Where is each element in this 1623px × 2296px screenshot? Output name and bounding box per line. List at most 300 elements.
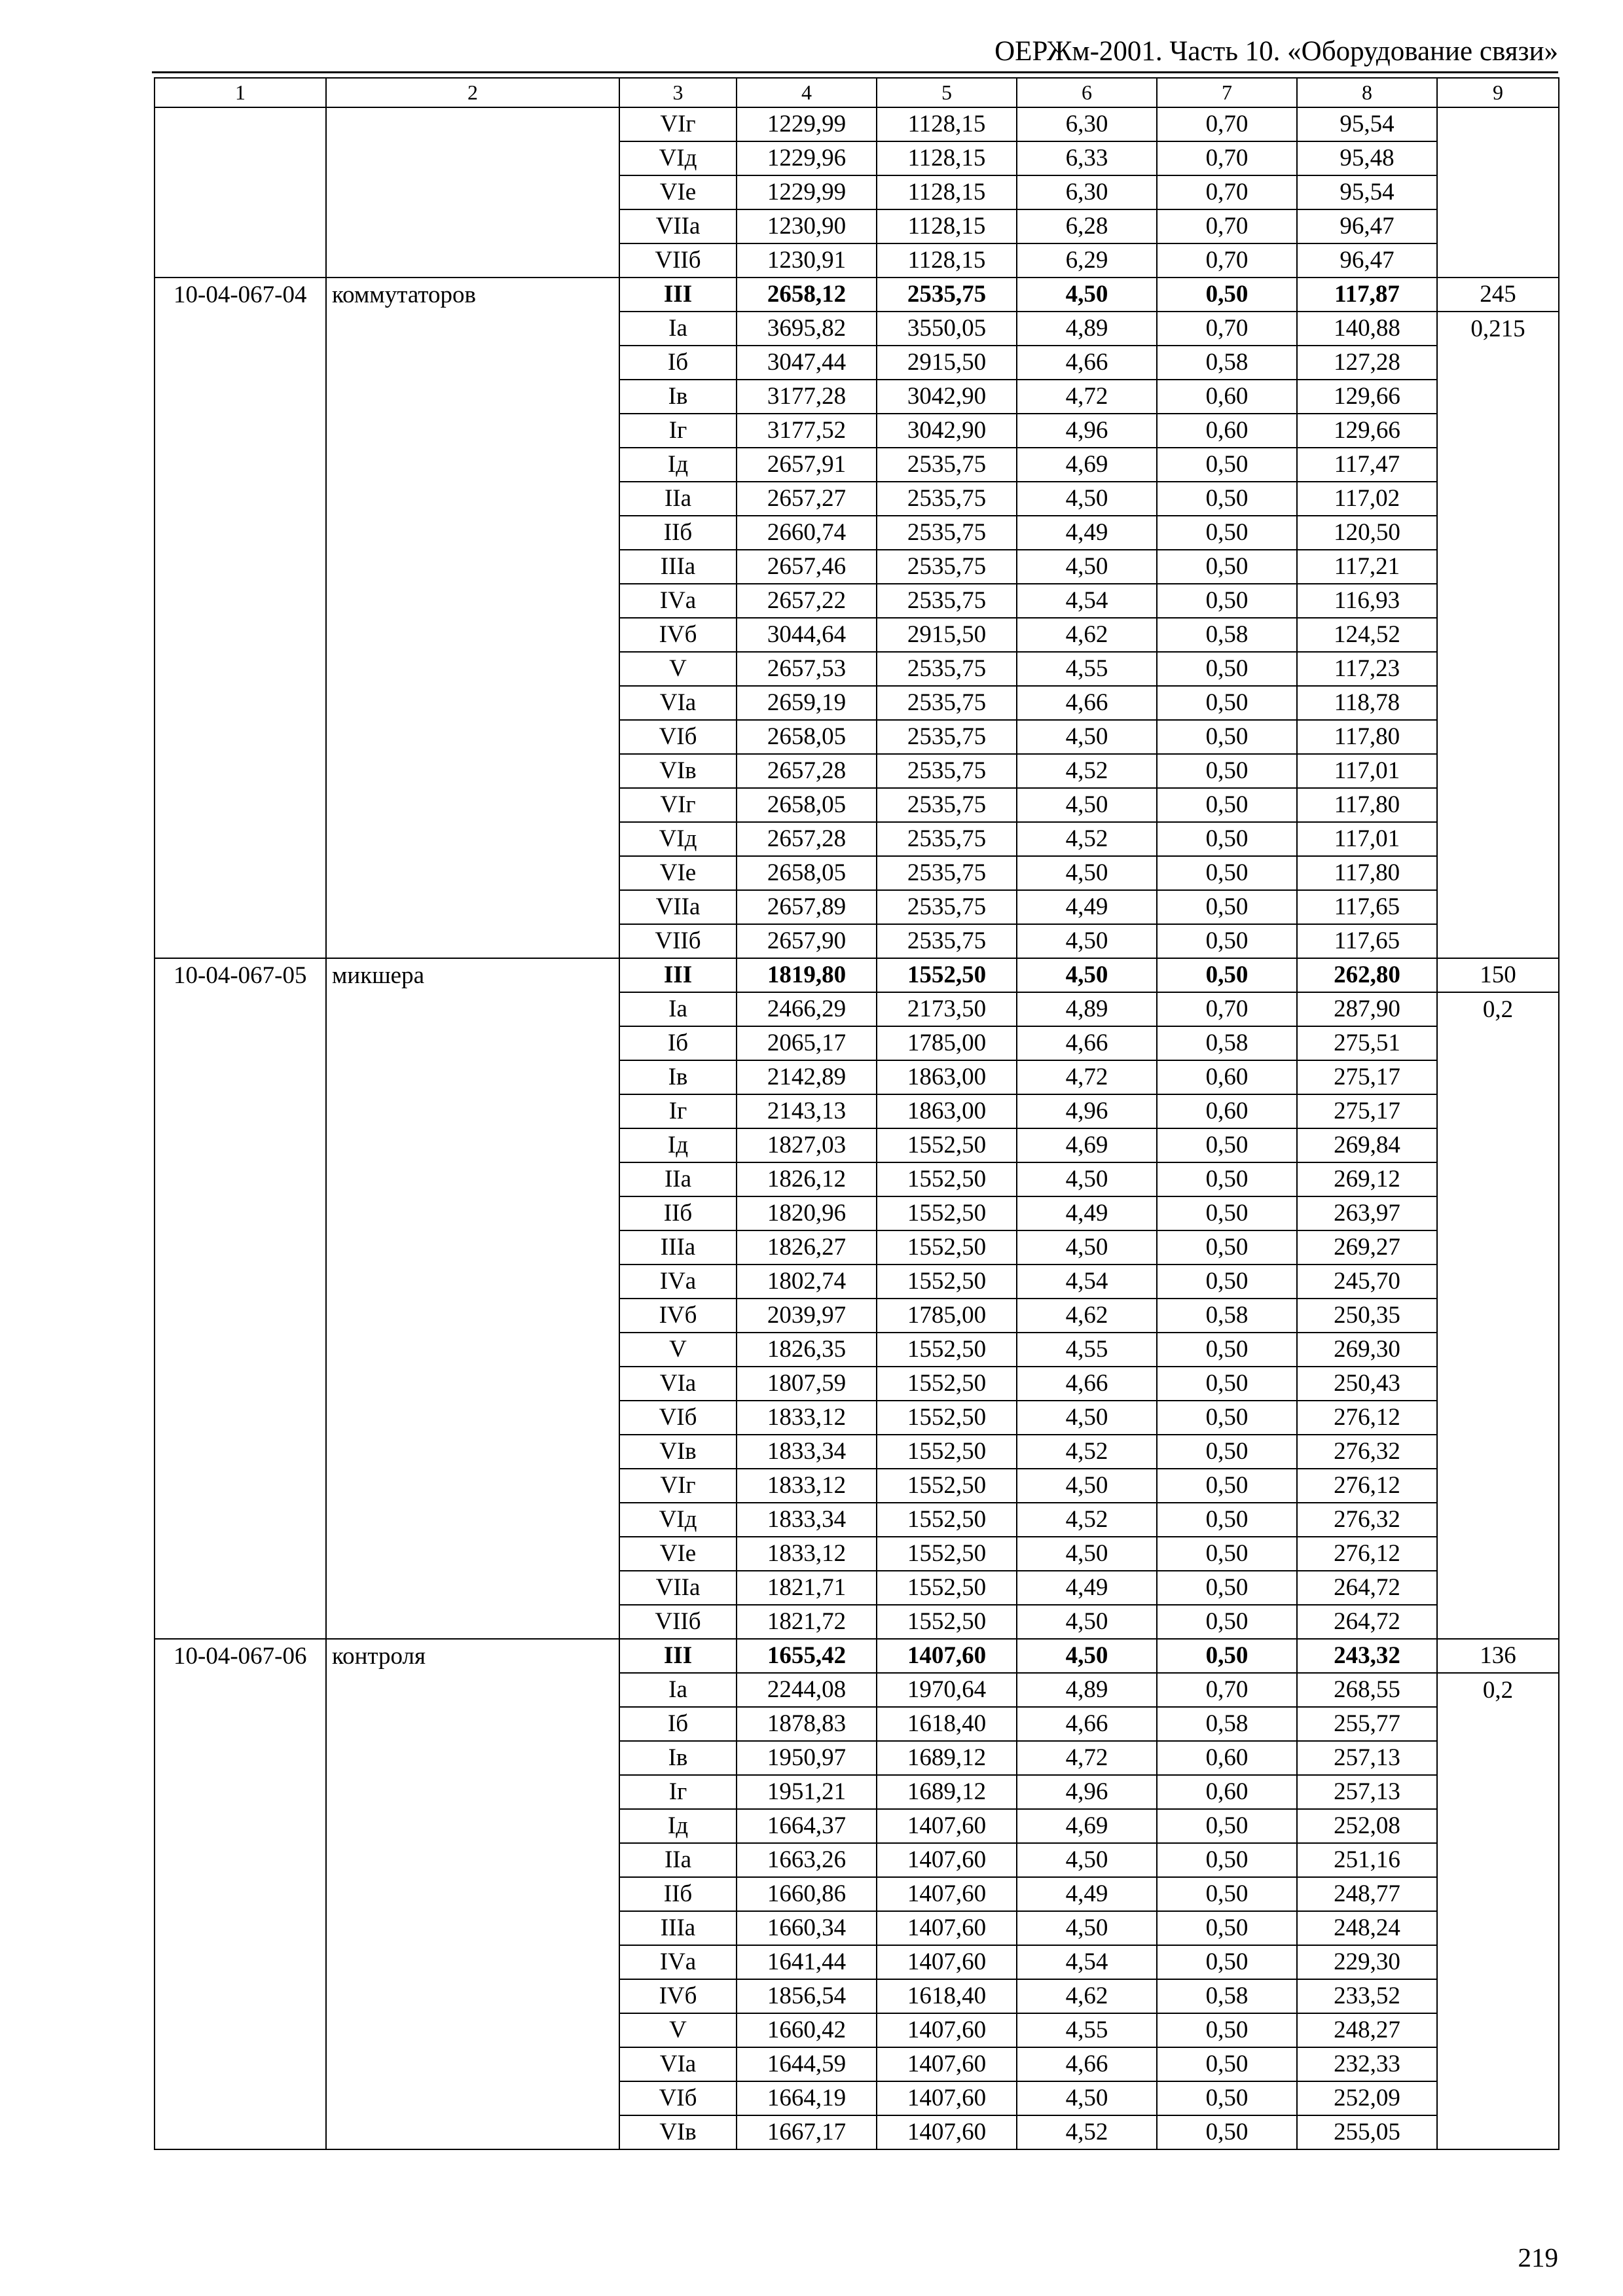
table-cell-col2: коммутаторов xyxy=(326,278,619,312)
table-cell-col2 xyxy=(326,1809,619,1843)
table-cell-col5: 1552,50 xyxy=(877,1605,1017,1639)
table-row xyxy=(155,1707,1559,1741)
table-cell-col1 xyxy=(155,107,326,141)
table-cell-col7: 0,50 xyxy=(1157,1162,1297,1196)
table-cell-col4: 2657,27 xyxy=(737,482,877,516)
table-cell-col9 xyxy=(1437,1741,1559,1775)
table-cell-col8: 287,90 xyxy=(1297,992,1437,1026)
table-row xyxy=(155,414,1559,448)
table-cell-col4: 2657,53 xyxy=(737,652,877,686)
table-cell-col1 xyxy=(155,1571,326,1605)
table-cell-col5: 1552,50 xyxy=(877,1469,1017,1503)
table-cell-col5: 1863,00 xyxy=(877,1060,1017,1094)
table-cell-col5: 1552,50 xyxy=(877,1196,1017,1230)
table-cell-col7: 0,50 xyxy=(1157,448,1297,482)
table-row xyxy=(155,107,1559,141)
table-cell-col3: Iб xyxy=(619,346,737,380)
table-cell-col6: 4,50 xyxy=(1017,1911,1157,1945)
table-cell-col9 xyxy=(1437,1877,1559,1911)
table-row xyxy=(155,1843,1559,1877)
table-row xyxy=(155,1571,1559,1605)
table-cell-col3: IIIа xyxy=(619,1230,737,1265)
table-cell-col8: 245,70 xyxy=(1297,1265,1437,1299)
table-cell-col5: 2535,75 xyxy=(877,482,1017,516)
table-cell-col7: 0,50 xyxy=(1157,822,1297,856)
table-cell-col2 xyxy=(326,1503,619,1537)
table-cell-col6: 4,72 xyxy=(1017,1741,1157,1775)
table-cell-col6: 6,28 xyxy=(1017,209,1157,243)
table-cell-col7: 0,50 xyxy=(1157,1196,1297,1230)
table-cell-col6: 4,96 xyxy=(1017,414,1157,448)
table-cell-col9 xyxy=(1437,856,1559,890)
table-cell-col2 xyxy=(326,2081,619,2115)
table-cell-col9 xyxy=(1437,243,1559,278)
table-cell-col9 xyxy=(1437,2115,1559,2149)
table-cell-col1 xyxy=(155,2081,326,2115)
table-cell-col3: VIг xyxy=(619,788,737,822)
table-cell-col2 xyxy=(326,1469,619,1503)
table-cell-col3: Iб xyxy=(619,1026,737,1060)
table-cell-col3: V xyxy=(619,2013,737,2047)
table-cell-col8: 262,80 xyxy=(1297,958,1437,992)
table-cell-col6: 4,50 xyxy=(1017,1639,1157,1673)
table-cell-col5: 2535,75 xyxy=(877,890,1017,924)
table-cell-col7: 0,50 xyxy=(1157,1503,1297,1537)
column-header: 9 xyxy=(1437,78,1559,107)
table-cell-col4: 2659,19 xyxy=(737,686,877,720)
table-cell-col1 xyxy=(155,1945,326,1979)
table-cell-col1 xyxy=(155,516,326,550)
table-cell-col7: 0,50 xyxy=(1157,1367,1297,1401)
table-cell-col8: 276,12 xyxy=(1297,1401,1437,1435)
table-cell-col1 xyxy=(155,550,326,584)
table-cell-col6: 4,62 xyxy=(1017,1979,1157,2013)
table-cell-col8: 243,32 xyxy=(1297,1639,1437,1673)
table-cell-col3: IVб xyxy=(619,1979,737,2013)
table-row xyxy=(155,1911,1559,1945)
table-cell-col7: 0,70 xyxy=(1157,312,1297,346)
table-cell-col7: 0,50 xyxy=(1157,1537,1297,1571)
table-cell-col8: 269,30 xyxy=(1297,1333,1437,1367)
table-cell-col4: 2657,46 xyxy=(737,550,877,584)
table-row xyxy=(155,788,1559,822)
table-cell-col5: 2535,75 xyxy=(877,754,1017,788)
table-row xyxy=(155,856,1559,890)
table-cell-col5: 1128,15 xyxy=(877,209,1017,243)
table-cell-col2 xyxy=(326,1060,619,1094)
table-cell-col2 xyxy=(326,1026,619,1060)
table-cell-col7: 0,50 xyxy=(1157,890,1297,924)
table-cell-col4: 2658,12 xyxy=(737,278,877,312)
table-cell-col3: IIIа xyxy=(619,1911,737,1945)
table-cell-col1 xyxy=(155,2013,326,2047)
table-cell-col6: 4,62 xyxy=(1017,1299,1157,1333)
table-cell-col4: 1833,34 xyxy=(737,1435,877,1469)
table-cell-col6: 4,69 xyxy=(1017,1809,1157,1843)
table-cell-col6: 4,66 xyxy=(1017,1026,1157,1060)
table-cell-col1 xyxy=(155,1265,326,1299)
table-cell-col5: 2535,75 xyxy=(877,516,1017,550)
table-cell-col9 xyxy=(1437,1026,1559,1060)
table-cell-col2 xyxy=(326,1741,619,1775)
table-cell-col8: 120,50 xyxy=(1297,516,1437,550)
table-cell-col7: 0,50 xyxy=(1157,1605,1297,1639)
table-cell-col3: VIд xyxy=(619,822,737,856)
table-row xyxy=(155,1026,1559,1060)
table-cell-col7: 0,50 xyxy=(1157,2081,1297,2115)
table-cell-col2 xyxy=(326,2115,619,2149)
table-cell-col4: 1660,34 xyxy=(737,1911,877,1945)
table-cell-col1 xyxy=(155,1401,326,1435)
table-cell-col5: 1407,60 xyxy=(877,2081,1017,2115)
table-cell-col7: 0,50 xyxy=(1157,652,1297,686)
table-cell-col4: 2658,05 xyxy=(737,788,877,822)
column-header: 3 xyxy=(619,78,737,107)
table-cell-col1 xyxy=(155,448,326,482)
table-cell-col8: 117,01 xyxy=(1297,754,1437,788)
table-cell-col6: 6,33 xyxy=(1017,141,1157,175)
table-cell-col1 xyxy=(155,414,326,448)
table-cell-col9 xyxy=(1437,1809,1559,1843)
table-cell-col9 xyxy=(1437,720,1559,754)
table-cell-col5: 1785,00 xyxy=(877,1026,1017,1060)
table-cell-col1 xyxy=(155,1333,326,1367)
table-cell-col7: 0,60 xyxy=(1157,1094,1297,1128)
page-number: 219 xyxy=(1518,2242,1558,2272)
table-row xyxy=(155,1809,1559,1843)
table-cell-col9 xyxy=(1437,1571,1559,1605)
table-row xyxy=(155,1877,1559,1911)
table-cell-col3: Iа xyxy=(619,992,737,1026)
table-cell-col9 xyxy=(1437,1843,1559,1877)
table-cell-col8: 127,28 xyxy=(1297,346,1437,380)
column-header: 5 xyxy=(877,78,1017,107)
table-cell-col4: 1833,34 xyxy=(737,1503,877,1537)
table-cell-col1 xyxy=(155,890,326,924)
table-cell-col3: Iв xyxy=(619,1060,737,1094)
table-cell-col6: 4,50 xyxy=(1017,1469,1157,1503)
table-cell-col8: 116,93 xyxy=(1297,584,1437,618)
table-cell-col7: 0,58 xyxy=(1157,618,1297,652)
table-cell-col4: 3177,52 xyxy=(737,414,877,448)
table-cell-col5: 1552,50 xyxy=(877,1128,1017,1162)
table-cell-col7: 0,70 xyxy=(1157,175,1297,209)
table-cell-col8: 117,23 xyxy=(1297,652,1437,686)
table-cell-col4: 2657,91 xyxy=(737,448,877,482)
table-cell-col5: 2535,75 xyxy=(877,822,1017,856)
table-cell-col4: 3047,44 xyxy=(737,346,877,380)
table-cell-col4: 1826,27 xyxy=(737,1230,877,1265)
table-cell-col3: III xyxy=(619,958,737,992)
table-cell-col1 xyxy=(155,209,326,243)
table-cell-col4: 1802,74 xyxy=(737,1265,877,1299)
table-cell-col3: VIг xyxy=(619,107,737,141)
table-cell-col2 xyxy=(326,516,619,550)
table-cell-col4: 1821,72 xyxy=(737,1605,877,1639)
table-cell-col1 xyxy=(155,1673,326,1707)
table-cell-col1 xyxy=(155,1809,326,1843)
table-cell-col9 xyxy=(1437,1196,1559,1230)
table-cell-col1 xyxy=(155,1877,326,1911)
table-cell-col5: 3042,90 xyxy=(877,414,1017,448)
table-cell-col8: 95,54 xyxy=(1297,107,1437,141)
table-cell-col6: 4,52 xyxy=(1017,2115,1157,2149)
table-cell-col8: 251,16 xyxy=(1297,1843,1437,1877)
table-cell-col9 xyxy=(1437,822,1559,856)
table-cell-col4: 1644,59 xyxy=(737,2047,877,2081)
table-cell-col3: Iг xyxy=(619,414,737,448)
table-cell-col6: 4,55 xyxy=(1017,2013,1157,2047)
table-cell-col2 xyxy=(326,992,619,1026)
table-cell-col2 xyxy=(326,1877,619,1911)
table-cell-col6: 4,69 xyxy=(1017,1128,1157,1162)
table-cell-col1 xyxy=(155,312,326,346)
table-cell-col2 xyxy=(326,1945,619,1979)
table-cell-col8: 264,72 xyxy=(1297,1605,1437,1639)
table-row xyxy=(155,278,1559,312)
table-cell-col1 xyxy=(155,1128,326,1162)
table-cell-col6: 4,66 xyxy=(1017,2047,1157,2081)
table-cell-col3: VIIб xyxy=(619,924,737,958)
table-row xyxy=(155,1673,1559,1707)
table-cell-col6: 4,72 xyxy=(1017,380,1157,414)
table-cell-col6: 4,52 xyxy=(1017,1435,1157,1469)
table-cell-col7: 0,50 xyxy=(1157,584,1297,618)
table-cell-col5: 2915,50 xyxy=(877,618,1017,652)
table-row xyxy=(155,1605,1559,1639)
table-cell-col8: 117,21 xyxy=(1297,550,1437,584)
table-cell-col6: 4,69 xyxy=(1017,448,1157,482)
table-cell-col2 xyxy=(326,822,619,856)
table-cell-col6: 4,50 xyxy=(1017,1230,1157,1265)
table-cell-col5: 1785,00 xyxy=(877,1299,1017,1333)
table-cell-col5: 1552,50 xyxy=(877,1265,1017,1299)
table-cell-col7: 0,50 xyxy=(1157,1333,1297,1367)
table-cell-col2 xyxy=(326,1537,619,1571)
table-cell-col7: 0,60 xyxy=(1157,1741,1297,1775)
table-cell-col8: 257,13 xyxy=(1297,1741,1437,1775)
table-cell-col7: 0,50 xyxy=(1157,2047,1297,2081)
table-cell-col2 xyxy=(326,1162,619,1196)
table-row xyxy=(155,958,1559,992)
table-row xyxy=(155,720,1559,754)
table-cell-col9 xyxy=(1437,1094,1559,1128)
table-cell-col1 xyxy=(155,1435,326,1469)
table-cell-col1 xyxy=(155,856,326,890)
table-cell-col6: 4,52 xyxy=(1017,822,1157,856)
table-cell-col8: 269,12 xyxy=(1297,1162,1437,1196)
table-cell-col5: 2173,50 xyxy=(877,992,1017,1026)
table-cell-col8: 263,97 xyxy=(1297,1196,1437,1230)
table-cell-col5: 2535,75 xyxy=(877,278,1017,312)
table-cell-col7: 0,70 xyxy=(1157,992,1297,1026)
table-cell-col4: 1229,96 xyxy=(737,141,877,175)
table-row xyxy=(155,1333,1559,1367)
table-row xyxy=(155,1741,1559,1775)
table-row xyxy=(155,1639,1559,1673)
table-cell-col2 xyxy=(326,924,619,958)
table-cell-col1 xyxy=(155,2115,326,2149)
table-cell-col9 xyxy=(1437,1367,1559,1401)
table-cell-col9: 0,215 xyxy=(1437,312,1559,346)
table-row xyxy=(155,516,1559,550)
table-cell-col9 xyxy=(1437,1503,1559,1537)
table-cell-col4: 3695,82 xyxy=(737,312,877,346)
table-cell-col3: VIIб xyxy=(619,243,737,278)
table-cell-col3: VIд xyxy=(619,1503,737,1537)
table-cell-col6: 4,50 xyxy=(1017,1843,1157,1877)
table-cell-col5: 1618,40 xyxy=(877,1979,1017,2013)
table-cell-col7: 0,70 xyxy=(1157,107,1297,141)
table-cell-col2 xyxy=(326,652,619,686)
table-cell-col9 xyxy=(1437,890,1559,924)
table-cell-col3: IIа xyxy=(619,482,737,516)
table-cell-col5: 2535,75 xyxy=(877,924,1017,958)
table-cell-col9 xyxy=(1437,2081,1559,2115)
table-cell-col5: 1128,15 xyxy=(877,141,1017,175)
table-cell-col4: 1826,12 xyxy=(737,1162,877,1196)
table-row xyxy=(155,312,1559,346)
table-cell-col1 xyxy=(155,822,326,856)
table-cell-col8: 269,27 xyxy=(1297,1230,1437,1265)
table-cell-col6: 4,55 xyxy=(1017,1333,1157,1367)
table-cell-col7: 0,50 xyxy=(1157,958,1297,992)
table-cell-col1 xyxy=(155,1707,326,1741)
table-cell-col5: 1618,40 xyxy=(877,1707,1017,1741)
table-cell-col2 xyxy=(326,380,619,414)
table-cell-col6: 4,72 xyxy=(1017,1060,1157,1094)
table-cell-col8: 268,55 xyxy=(1297,1673,1437,1707)
table-cell-col1 xyxy=(155,1537,326,1571)
table-cell-col8: 275,51 xyxy=(1297,1026,1437,1060)
table-row xyxy=(155,652,1559,686)
table-cell-col6: 4,52 xyxy=(1017,754,1157,788)
table-cell-col4: 3044,64 xyxy=(737,618,877,652)
table-cell-col2 xyxy=(326,1196,619,1230)
table-cell-col9 xyxy=(1437,1230,1559,1265)
table-cell-col7: 0,50 xyxy=(1157,2013,1297,2047)
table-cell-col7: 0,60 xyxy=(1157,380,1297,414)
table-cell-col3: VIIа xyxy=(619,890,737,924)
column-header: 4 xyxy=(737,78,877,107)
table-cell-col8: 129,66 xyxy=(1297,414,1437,448)
table-cell-col7: 0,50 xyxy=(1157,1809,1297,1843)
table-cell-col5: 1552,50 xyxy=(877,1162,1017,1196)
table-row xyxy=(155,1196,1559,1230)
table-cell-col8: 95,48 xyxy=(1297,141,1437,175)
table-cell-col4: 1229,99 xyxy=(737,107,877,141)
table-cell-col2 xyxy=(326,856,619,890)
table-cell-col4: 1827,03 xyxy=(737,1128,877,1162)
table-cell-col7: 0,50 xyxy=(1157,482,1297,516)
table-cell-col2 xyxy=(326,788,619,822)
table-cell-col6: 4,96 xyxy=(1017,1094,1157,1128)
table-cell-col4: 1950,97 xyxy=(737,1741,877,1775)
table-cell-col2 xyxy=(326,1230,619,1265)
table-cell-col3: IVа xyxy=(619,1265,737,1299)
table-row xyxy=(155,2013,1559,2047)
table-cell-col4: 1856,54 xyxy=(737,1979,877,2013)
table-cell-col7: 0,50 xyxy=(1157,686,1297,720)
table-cell-col3: Iа xyxy=(619,312,737,346)
table-cell-col7: 0,50 xyxy=(1157,1945,1297,1979)
table-cell-col3: Iб xyxy=(619,1707,737,1741)
table-cell-col9 xyxy=(1437,788,1559,822)
table-cell-col6: 4,49 xyxy=(1017,890,1157,924)
table-cell-col9 xyxy=(1437,1401,1559,1435)
table-cell-col7: 0,50 xyxy=(1157,1128,1297,1162)
column-header: 1 xyxy=(155,78,326,107)
table-cell-col2 xyxy=(326,1707,619,1741)
table-cell-col2 xyxy=(326,141,619,175)
table-cell-col8: 117,01 xyxy=(1297,822,1437,856)
table-cell-col4: 2657,28 xyxy=(737,822,877,856)
table-row xyxy=(155,1979,1559,2013)
table-cell-col4: 2660,74 xyxy=(737,516,877,550)
table-cell-col2 xyxy=(326,1401,619,1435)
table-row xyxy=(155,1265,1559,1299)
table-row xyxy=(155,1162,1559,1196)
table-row xyxy=(155,175,1559,209)
rates-table xyxy=(154,77,1559,2150)
table-cell-col3: VIб xyxy=(619,720,737,754)
table-cell-col5: 1407,60 xyxy=(877,1639,1017,1673)
table-cell-col6: 4,50 xyxy=(1017,856,1157,890)
table-cell-col8: 117,80 xyxy=(1297,856,1437,890)
table-row xyxy=(155,2081,1559,2115)
table-cell-col6: 4,89 xyxy=(1017,1673,1157,1707)
table-cell-col8: 140,88 xyxy=(1297,312,1437,346)
table-cell-col6: 4,66 xyxy=(1017,1707,1157,1741)
table-cell-col4: 2657,22 xyxy=(737,584,877,618)
table-cell-col5: 2915,50 xyxy=(877,346,1017,380)
table-cell-col7: 0,50 xyxy=(1157,720,1297,754)
table-cell-col8: 255,05 xyxy=(1297,2115,1437,2149)
column-number-row xyxy=(155,78,1559,107)
table-row xyxy=(155,1230,1559,1265)
table-cell-col4: 1230,90 xyxy=(737,209,877,243)
table-row xyxy=(155,448,1559,482)
table-cell-col7: 0,50 xyxy=(1157,2115,1297,2149)
table-cell-col6: 4,89 xyxy=(1017,992,1157,1026)
table-cell-col3: VIе xyxy=(619,856,737,890)
table-cell-col4: 1230,91 xyxy=(737,243,877,278)
table-cell-col1 xyxy=(155,175,326,209)
table-cell-col5: 1407,60 xyxy=(877,2115,1017,2149)
table-cell-col9 xyxy=(1437,686,1559,720)
table-cell-col5: 1552,50 xyxy=(877,1537,1017,1571)
table-cell-col7: 0,60 xyxy=(1157,414,1297,448)
table-cell-col6: 4,54 xyxy=(1017,1945,1157,1979)
table-cell-col6: 4,62 xyxy=(1017,618,1157,652)
table-cell-col8: 117,65 xyxy=(1297,924,1437,958)
table-cell-col1 xyxy=(155,618,326,652)
table-cell-col5: 1689,12 xyxy=(877,1775,1017,1809)
table-cell-col5: 1552,50 xyxy=(877,1503,1017,1537)
rates-table-container xyxy=(154,77,1558,2150)
table-cell-col1 xyxy=(155,2047,326,2081)
table-cell-col3: VIг xyxy=(619,1469,737,1503)
table-cell-col3: IIб xyxy=(619,1196,737,1230)
table-cell-col3: IIб xyxy=(619,516,737,550)
table-cell-col6: 4,50 xyxy=(1017,1401,1157,1435)
table-cell-col8: 118,78 xyxy=(1297,686,1437,720)
table-cell-col5: 1407,60 xyxy=(877,2013,1017,2047)
table-cell-col7: 0,60 xyxy=(1157,1060,1297,1094)
table-cell-col3: Iд xyxy=(619,1128,737,1162)
table-cell-col1 xyxy=(155,380,326,414)
table-cell-col7: 0,50 xyxy=(1157,278,1297,312)
